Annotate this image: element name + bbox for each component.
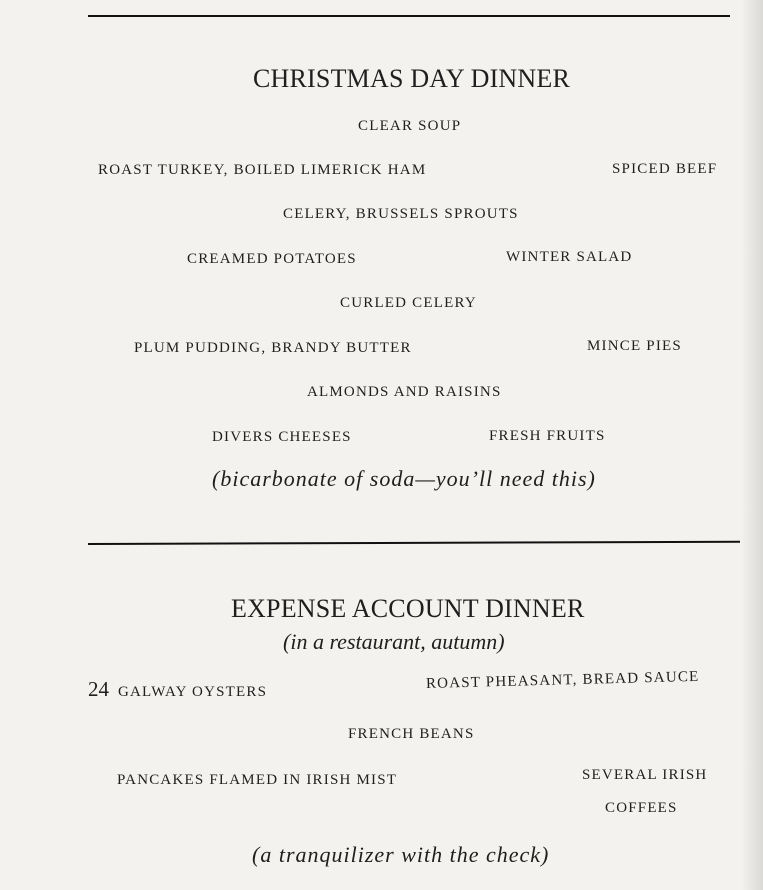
expense-menu-note: (a tranquilizer with the check) [252,842,550,867]
menu-item-almonds-raisins: ALMONDS AND RAISINS [307,384,502,400]
menu-item-roast-turkey: ROAST TURKEY, BOILED LIMERICK HAM [98,162,427,178]
menu-item-plum-pudding: PLUM PUDDING, BRANDY BUTTER [134,340,412,356]
oysters-label: GALWAY OYSTERS [117,684,268,700]
menu-item-curled-celery: CURLED CELERY [340,295,477,311]
menu-item-galway-oysters [88,677,267,702]
top-divider [88,15,730,17]
menu-item-divers-cheeses: DIVERS CHEESES [212,429,352,445]
menu-item-celery-sprouts: CELERY, BRUSSELS SPROUTS [283,206,519,222]
menu-item-several-irish: SEVERAL IRISH [582,767,708,783]
menu-item-fresh-fruits: FRESH FRUITS [489,428,606,444]
section-divider [88,541,740,545]
menu-item-french-beans: FRENCH BEANS [348,726,475,742]
menu-item-mince-pies: MINCE PIES [587,338,682,354]
oysters-count: 24 [88,677,109,701]
menu-item-pancakes: PANCAKES FLAMED IN IRISH MIST [117,772,398,788]
menu-item-clear-soup: CLEAR SOUP [358,118,462,134]
menu-item-winter-salad: WINTER SALAD [506,249,633,265]
page-edge-shadow [741,0,763,890]
menu-item-coffees: COFFEES [605,800,678,816]
menu-item-creamed-potatoes: CREAMED POTATOES [187,251,357,267]
expense-menu-title: EXPENSE ACCOUNT DINNER [231,594,585,623]
menu-item-roast-pheasant: ROAST PHEASANT, BREAD SAUCE [425,668,700,692]
christmas-menu-note: (bicarbonate of soda—you’ll need this) [212,466,596,491]
expense-menu-subtitle: (in a restaurant, autumn) [283,629,505,654]
menu-item-spiced-beef: SPICED BEEF [612,161,718,177]
christmas-menu-title: CHRISTMAS DAY DINNER [253,64,571,93]
